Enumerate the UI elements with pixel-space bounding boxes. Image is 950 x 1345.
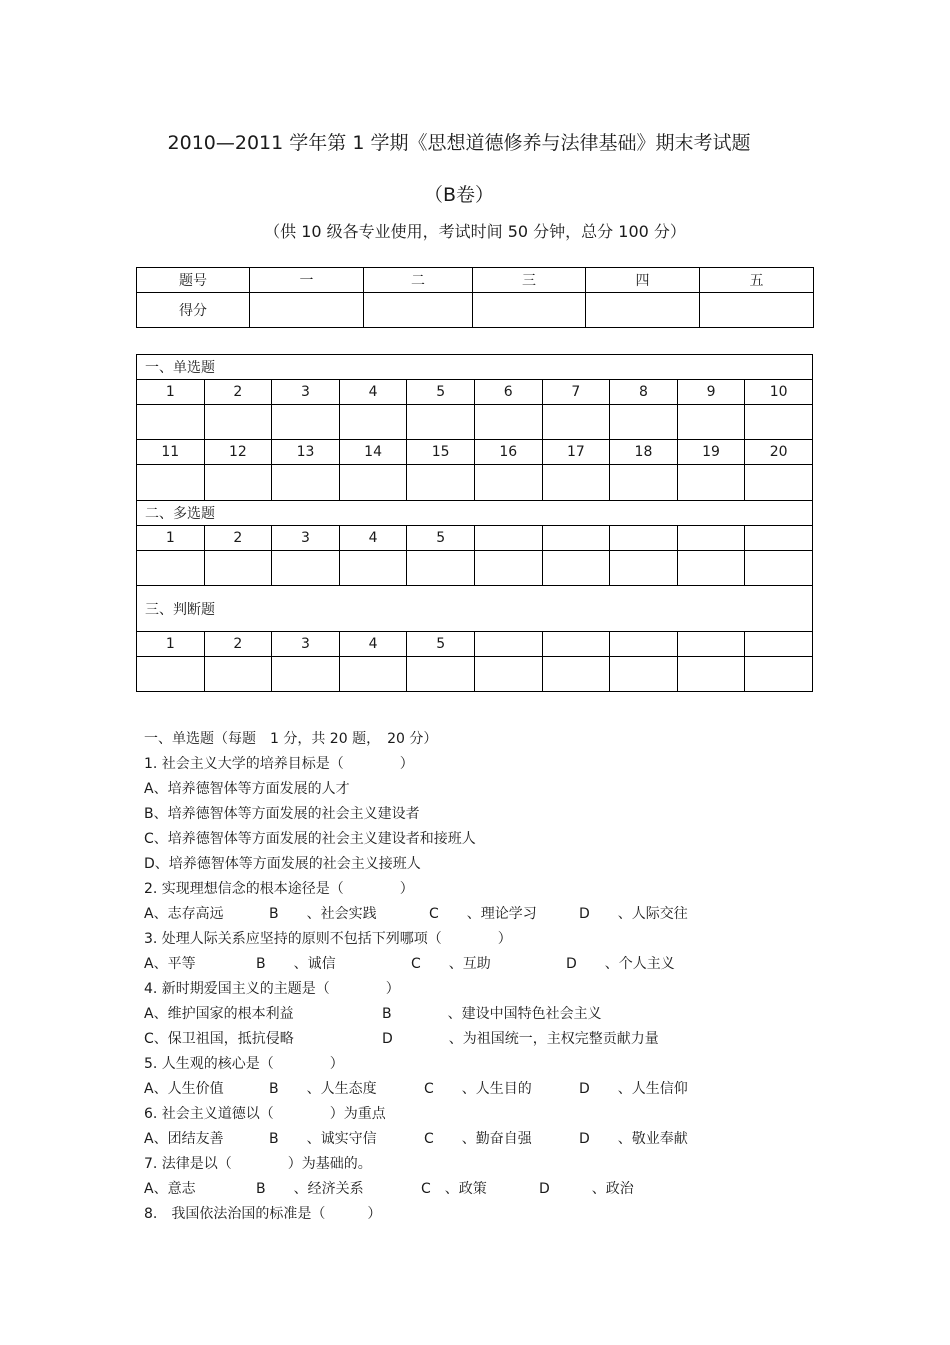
answer-cell[interactable] <box>339 657 407 692</box>
question-number: 20 <box>745 440 813 465</box>
option: C 、勤奋自强 <box>424 1131 532 1147</box>
question-number: 19 <box>677 440 745 465</box>
question-number: 1 <box>137 380 205 405</box>
answer-cell[interactable] <box>610 465 678 501</box>
question-number: 17 <box>542 440 610 465</box>
empty-cell <box>745 632 813 657</box>
question-number: 6 <box>474 380 542 405</box>
question-stem: 3. 处理人际关系应坚持的原则不包括下列哪项（ ） <box>144 931 512 947</box>
options-row <box>144 1178 844 1203</box>
answer-cell[interactable] <box>745 465 813 501</box>
options-row <box>144 1003 844 1028</box>
exam-subtitle: （B卷） <box>423 184 495 206</box>
options-row <box>144 903 844 928</box>
section-multi-choice-label: 二、多选题 <box>137 501 813 526</box>
score-header-cell: 一 <box>250 268 364 293</box>
answer-cell[interactable] <box>204 657 272 692</box>
answer-cell[interactable] <box>339 465 407 501</box>
answer-cell[interactable] <box>272 405 340 440</box>
option: A、平等 <box>144 956 196 972</box>
answer-cell[interactable] <box>610 405 678 440</box>
answer-table <box>136 354 813 692</box>
answer-row <box>137 657 813 692</box>
empty-cell <box>474 526 542 551</box>
answer-cell[interactable] <box>339 405 407 440</box>
score-header-cell: 三 <box>473 268 586 293</box>
answer-cell[interactable] <box>137 551 205 586</box>
empty-cell <box>542 526 610 551</box>
answer-cell[interactable] <box>272 657 340 692</box>
score-header-cell: 题号 <box>137 268 250 293</box>
score-label: 得分 <box>137 293 250 328</box>
empty-cell <box>745 551 813 586</box>
question-stem: 6. 社会主义道德以（ ）为重点 <box>144 1106 386 1122</box>
answer-cell[interactable] <box>474 405 542 440</box>
score-row <box>137 293 814 328</box>
question-number: 14 <box>339 440 407 465</box>
section-heading: 一、单选题（每题 1 分，共 20 题， 20 分） <box>144 731 438 747</box>
question-stem: 1. 社会主义大学的培养目标是（ ） <box>144 756 414 772</box>
question-stem: 5. 人生观的核心是（ ） <box>144 1056 344 1072</box>
question-number: 18 <box>610 440 678 465</box>
question-number: 1 <box>137 632 205 657</box>
option: A、维护国家的根本利益 <box>144 1006 294 1022</box>
answer-cell[interactable] <box>137 657 205 692</box>
question-number: 4 <box>339 380 407 405</box>
option: A、志存高远 <box>144 906 224 922</box>
question-number: 1 <box>137 526 205 551</box>
empty-cell <box>677 551 745 586</box>
answer-cell[interactable] <box>745 405 813 440</box>
empty-cell <box>745 657 813 692</box>
option: B 、诚信 <box>256 956 336 972</box>
option: B 、经济关系 <box>256 1181 364 1197</box>
question-number: 4 <box>339 632 407 657</box>
empty-cell <box>610 657 678 692</box>
answer-cell[interactable] <box>677 405 745 440</box>
score-cell[interactable] <box>250 293 364 328</box>
option: A、团结友善 <box>144 1131 224 1147</box>
option: D 、政治 <box>539 1181 634 1197</box>
option: C 、理论学习 <box>429 906 537 922</box>
questions-section <box>144 728 844 1228</box>
exam-title: 2010—2011 学年第 1 学期《思想道德修养与法律基础》期末考试题 <box>167 132 751 154</box>
empty-cell <box>610 632 678 657</box>
answer-cell[interactable] <box>204 465 272 501</box>
score-cell[interactable] <box>473 293 586 328</box>
answer-cell[interactable] <box>407 657 475 692</box>
options-row <box>144 1128 844 1153</box>
question-number: 15 <box>407 440 475 465</box>
answer-row <box>137 405 813 440</box>
option: B 、社会实践 <box>269 906 377 922</box>
answer-cell[interactable] <box>407 551 475 586</box>
question-number: 8 <box>610 380 678 405</box>
answer-cell[interactable] <box>137 465 205 501</box>
option: B 、诚实守信 <box>269 1131 377 1147</box>
question-stem: 4. 新时期爱国主义的主题是（ ） <box>144 981 400 997</box>
question-number: 7 <box>542 380 610 405</box>
empty-cell <box>542 632 610 657</box>
option: D 、为祖国统一，主权完整贡献力量 <box>382 1031 659 1047</box>
score-cell[interactable] <box>700 293 814 328</box>
question-number: 3 <box>272 380 340 405</box>
question-number: 5 <box>407 380 475 405</box>
empty-cell <box>474 632 542 657</box>
empty-cell <box>542 657 610 692</box>
option: D 、敬业奉献 <box>579 1131 688 1147</box>
option: D、培养德智体等方面发展的社会主义接班人 <box>144 856 421 872</box>
option: C 、互助 <box>411 956 491 972</box>
empty-cell <box>474 657 542 692</box>
option: C 、政策 <box>421 1181 487 1197</box>
options-row <box>144 1078 844 1103</box>
score-header-cell: 四 <box>586 268 700 293</box>
number-row <box>137 380 813 405</box>
question-number: 3 <box>272 632 340 657</box>
answer-cell[interactable] <box>474 465 542 501</box>
answer-cell[interactable] <box>339 551 407 586</box>
answer-cell[interactable] <box>542 465 610 501</box>
answer-cell[interactable] <box>272 465 340 501</box>
question-number: 12 <box>204 440 272 465</box>
question-number: 2 <box>204 526 272 551</box>
empty-cell <box>610 526 678 551</box>
question-number: 13 <box>272 440 340 465</box>
answer-cell[interactable] <box>204 551 272 586</box>
answer-row <box>137 465 813 501</box>
option: B、培养德智体等方面发展的社会主义建设者 <box>144 806 420 822</box>
score-header-row <box>137 268 814 293</box>
option: B 、建设中国特色社会主义 <box>382 1006 602 1022</box>
option: A、人生价值 <box>144 1081 224 1097</box>
exam-note: （供 10 级各专业使用，考试时间 50 分钟，总分 100 分） <box>264 222 686 241</box>
empty-cell <box>542 551 610 586</box>
section-single-choice-label: 一、单选题 <box>137 355 813 380</box>
question-number: 11 <box>137 440 205 465</box>
answer-cell[interactable] <box>407 405 475 440</box>
empty-cell <box>745 526 813 551</box>
score-cell[interactable] <box>364 293 473 328</box>
option: C 、人生目的 <box>424 1081 532 1097</box>
option: D 、个人主义 <box>566 956 675 972</box>
question-stem: 8. 我国依法治国的标准是（ ） <box>144 1206 382 1222</box>
score-cell[interactable] <box>586 293 700 328</box>
question-number: 3 <box>272 526 340 551</box>
option: D 、人生信仰 <box>579 1081 688 1097</box>
answer-cell[interactable] <box>407 465 475 501</box>
question-stem: 2. 实现理想信念的根本途径是（ ） <box>144 881 414 897</box>
empty-cell <box>677 657 745 692</box>
empty-cell <box>610 551 678 586</box>
question-number: 5 <box>407 632 475 657</box>
question-number: 10 <box>745 380 813 405</box>
number-row <box>137 632 813 657</box>
answer-cell[interactable] <box>204 405 272 440</box>
question-number: 16 <box>474 440 542 465</box>
section-true-false-label: 三、判断题 <box>137 586 813 632</box>
option: A、培养德智体等方面发展的人才 <box>144 781 350 797</box>
score-table <box>136 267 814 328</box>
option: C、培养德智体等方面发展的社会主义建设者和接班人 <box>144 831 476 847</box>
question-number: 2 <box>204 380 272 405</box>
number-row <box>137 440 813 465</box>
empty-cell <box>677 526 745 551</box>
question-number: 4 <box>339 526 407 551</box>
score-header-cell: 五 <box>700 268 814 293</box>
question-stem: 7. 法律是以（ ）为基础的。 <box>144 1156 372 1172</box>
option: B 、人生态度 <box>269 1081 377 1097</box>
options-row <box>144 953 844 978</box>
answer-cell[interactable] <box>677 465 745 501</box>
score-header-cell: 二 <box>364 268 473 293</box>
question-number: 9 <box>677 380 745 405</box>
option: A、意志 <box>144 1181 196 1197</box>
answer-cell[interactable] <box>542 405 610 440</box>
options-row <box>144 1028 844 1053</box>
number-row <box>137 526 813 551</box>
answer-row <box>137 551 813 586</box>
option: C、保卫祖国，抵抗侵略 <box>144 1031 294 1047</box>
option: D 、人际交往 <box>579 906 688 922</box>
question-number: 2 <box>204 632 272 657</box>
answer-cell[interactable] <box>137 405 205 440</box>
answer-cell[interactable] <box>272 551 340 586</box>
empty-cell <box>474 551 542 586</box>
empty-cell <box>677 632 745 657</box>
question-number: 5 <box>407 526 475 551</box>
